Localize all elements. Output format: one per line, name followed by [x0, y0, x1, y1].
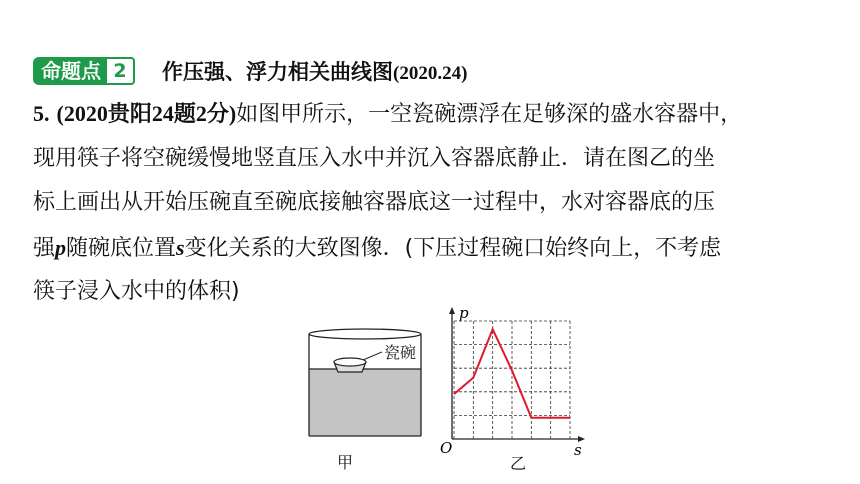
origin-label: O: [440, 439, 453, 455]
problem-number: 5.: [33, 101, 50, 126]
container-rim: [309, 329, 421, 339]
problem-text: [33, 92, 833, 315]
problem-line-5: 筷子浸入水中的体积): [33, 279, 240, 304]
topic-title-text: 作压强、浮力相关曲线图: [162, 60, 393, 84]
figure-yi-caption: 乙: [510, 454, 527, 473]
water-region: [309, 369, 421, 436]
problem-source: (2020贵阳24题2分): [56, 101, 237, 126]
figure-jia-caption: 甲: [337, 453, 354, 472]
problem-line-2: 现用筷子将空碗缓慢地竖直压入水中并沉入容器底静止．请在图乙的坐: [33, 145, 716, 171]
problem-line-4-mid: 随碗底位置: [66, 235, 177, 261]
problem-line-1: [33, 92, 833, 137]
figure-yi-chart: [438, 305, 588, 455]
bowl-label-leader: [363, 352, 382, 360]
problem-line-4-end: 变化关系的大致图像．(下压过程碗口始终向上，不考虑: [184, 235, 722, 261]
problem-line-4: [33, 226, 833, 271]
topic-badge-number: 2: [105, 57, 135, 85]
x-axis-label: s: [574, 441, 582, 455]
topic-title: [162, 57, 467, 89]
problem-line-3: 标上画出从开始压碗直至碗底接触容器底这一过程中，水对容器底的压: [33, 190, 716, 215]
y-axis-label: p: [459, 305, 469, 322]
topic-badge-label: 命题点: [33, 57, 107, 85]
topic-year: (2020.24): [393, 63, 468, 84]
variable-p: p: [55, 234, 67, 260]
problem-line-1-text: 如图甲所示，一空瓷碗漂浮在足够深的盛水容器中，: [236, 102, 743, 127]
figure-jia: [300, 320, 450, 450]
topic-badge: [33, 56, 135, 86]
bowl-label: 瓷碗: [384, 343, 417, 362]
problem-line-4-prefix: 强: [33, 235, 56, 261]
variable-s: s: [176, 234, 185, 260]
y-axis-arrow: [449, 307, 455, 314]
bowl-rim: [334, 358, 366, 366]
